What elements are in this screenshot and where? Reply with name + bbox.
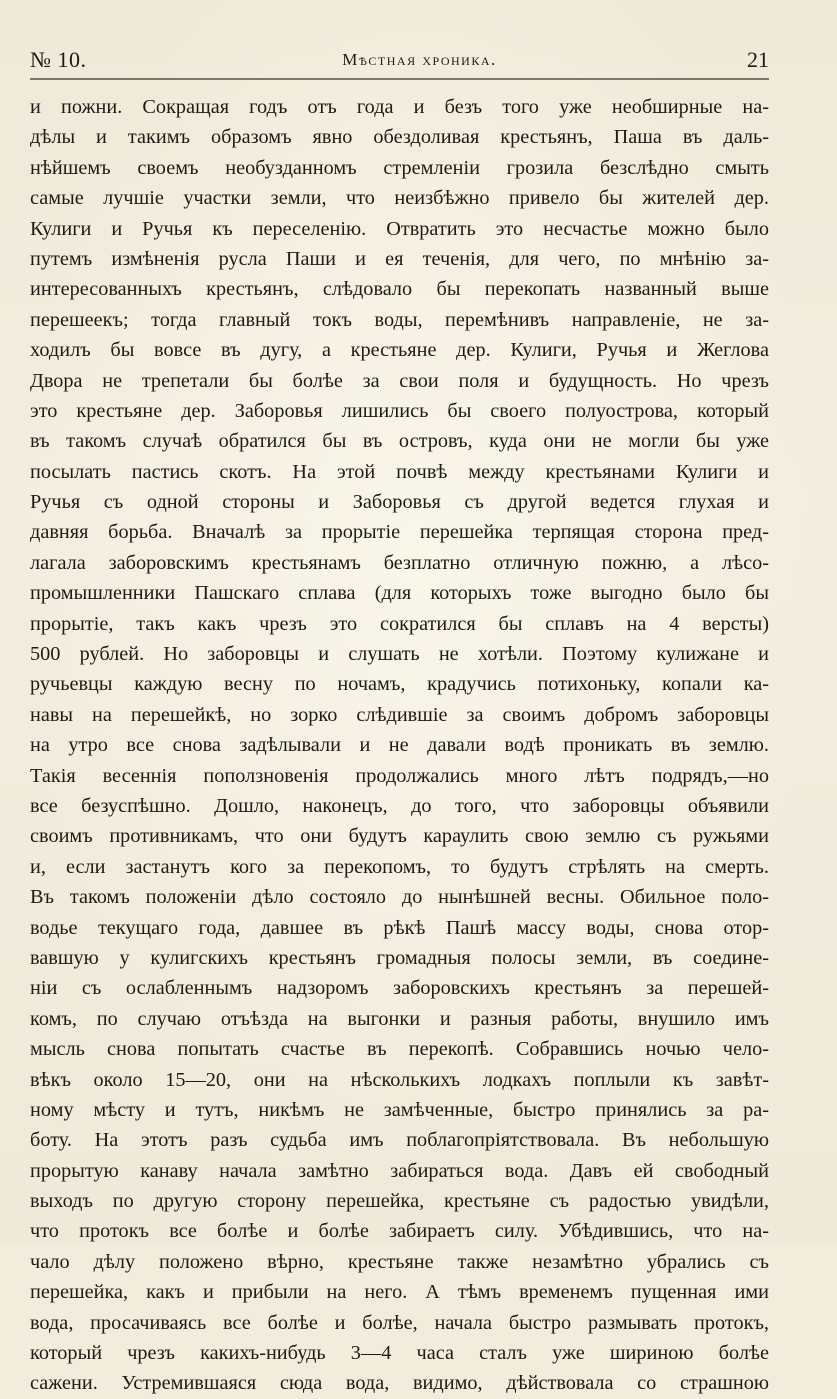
text-line: это крестьяне дер. Заборовья лишились бы своего полуострова, который bbox=[30, 399, 769, 422]
text-line: дѣлы и такимъ образомъ явно обездоливая крестьянъ, Паша въ даль- bbox=[30, 126, 769, 149]
text-line: въ такомъ случаѣ обратился бы въ островъ, куда они не могли бы уже bbox=[30, 430, 769, 453]
text-line: перешеекъ; тогда главный токъ воды, перемѣнивъ направленіе, не за- bbox=[30, 308, 769, 331]
text-line: Кулиги и Ручья къ переселенію. Отвратить это несчастье можно было bbox=[30, 217, 769, 240]
text-line: все безуспѣшно. Дошло, наконецъ, до того, что заборовцы объявили bbox=[30, 794, 769, 817]
text-line: что протокъ все болѣе и болѣе забираетъ силу. Убѣдившись, что на- bbox=[30, 1220, 769, 1243]
text-line: Въ такомъ положеніи дѣло состояло до нынѣшней весны. Обильное поло- bbox=[30, 886, 769, 909]
text-line: навы на перешейкѣ, но зорко слѣдившіе за своимъ добромъ заборовцы bbox=[30, 703, 769, 726]
text-line: путемъ измѣненія русла Паши и ея теченія, для чего, по мнѣнію за- bbox=[30, 247, 769, 270]
text-line: вода, просачиваясь все болѣе и болѣе, начала быстро размывать протокъ, bbox=[30, 1311, 769, 1334]
text-line: нѣйшемъ своемъ необузданномъ стремленіи грозила безслѣдно смыть bbox=[30, 156, 769, 179]
text-line: ніи съ ослабленнымъ надзоромъ заборовскихъ крестьянъ за перешей- bbox=[30, 977, 769, 1000]
text-line: комъ, по случаю отъѣзда на выгонки и разныя работы, внушило имъ bbox=[30, 1007, 769, 1030]
text-line: и, если застанутъ кого за перекопомъ, то будутъ стрѣлять на смерть. bbox=[30, 855, 769, 878]
text-line: вѣкъ около 15—20, они на нѣсколькихъ лодкахъ поплыли къ завѣт- bbox=[30, 1068, 769, 1091]
text-line: Такія весеннія поползновенія продолжались много лѣтъ подрядъ,—но bbox=[30, 764, 769, 787]
text-line: ручьевцы каждую весну по ночамъ, крадучись потихоньку, копали ка- bbox=[30, 673, 769, 696]
text-line: вавшую у кулигскихъ крестьянъ громадныя полосы земли, въ соедине- bbox=[30, 946, 769, 969]
text-line: и пожни. Сокращая годъ отъ года и безъ того уже необширные на- bbox=[30, 96, 769, 118]
text-line: давняя борьба. Вначалѣ за прорытіе перешейка терпящая сторона пред- bbox=[30, 521, 769, 544]
text-line: мысль снова попытать счастье въ перекопѣ. Собравшись ночью чело- bbox=[30, 1038, 769, 1061]
text-line: 500 рублей. Но заборовцы и слушать не хотѣли. Поэтому кулижане и bbox=[30, 643, 769, 666]
header-rule bbox=[30, 78, 769, 80]
running-header bbox=[30, 47, 769, 77]
text-line: чало дѣлу положено вѣрно, крестьяне также незамѣтно убрались съ bbox=[30, 1250, 769, 1273]
text-line: интересованныхъ крестьянъ, слѣдовало бы перекопать названный выше bbox=[30, 278, 769, 301]
issue-number: № 10. bbox=[30, 47, 87, 72]
page-number: 21 bbox=[747, 47, 769, 72]
text-line: прорытую канаву начала замѣтно забираться вода. Давъ ей свободный bbox=[30, 1159, 769, 1182]
text-line: своимъ противникамъ, что они будутъ караулить свою землю съ ружьями bbox=[30, 825, 769, 848]
text-line: на утро все снова задѣлывали и не давали водѣ проникать въ землю. bbox=[30, 734, 769, 757]
text-line: сажени. Устремившаяся сюда вода, видимо, дѣйствовала со страшною bbox=[30, 1372, 769, 1395]
text-line: ному мѣсту и тутъ, никѣмъ не замѣченные, быстро принялись за ра- bbox=[30, 1098, 769, 1121]
text-line: который чрезъ какихъ-нибудь 3—4 часа сталъ уже шириною болѣе bbox=[30, 1342, 769, 1365]
text-line: ходилъ бы вовсе въ дугу, а крестьяне дер. Кулиги, Ручья и Жеглова bbox=[30, 339, 769, 362]
text-line: лагала заборовскимъ крестьянамъ безплатно отличную пожню, а лѣсо- bbox=[30, 551, 769, 574]
text-line: перешейка, какъ и прибыли на него. А тѣмъ временемъ пущенная ими bbox=[30, 1281, 769, 1304]
text-line: боту. На этотъ разъ судьба имъ поблагопріятствовала. Въ небольшую bbox=[30, 1129, 769, 1152]
text-line: промышленники Пашскаго сплава (для которыхъ тоже выгодно было бы bbox=[30, 582, 769, 605]
text-line: Двора не трепетали бы болѣе за свои поля и будущность. Но чрезъ bbox=[30, 369, 769, 392]
text-line: водье текущаго года, давшее въ рѣкѣ Пашѣ массу воды, снова отор- bbox=[30, 916, 769, 939]
text-line: выходъ по другую сторону перешейка, крестьяне съ радостью увидѣли, bbox=[30, 1190, 769, 1213]
text-line: Ручья съ одной стороны и Заборовья съ другой ведется глухая и bbox=[30, 491, 769, 514]
text-line: посылать пастись скотъ. На этой почвѣ между крестьянами Кулиги и bbox=[30, 460, 769, 483]
text-line: самые лучшіе участки земли, что неизбѣжно привело бы жителей дер. bbox=[30, 187, 769, 210]
text-line: прорытіе, такъ какъ чрезъ это сократился бы сплавъ на 4 версты) bbox=[30, 612, 769, 635]
body-text bbox=[30, 92, 769, 1399]
section-title: Мѣстная хроника. bbox=[342, 50, 497, 69]
